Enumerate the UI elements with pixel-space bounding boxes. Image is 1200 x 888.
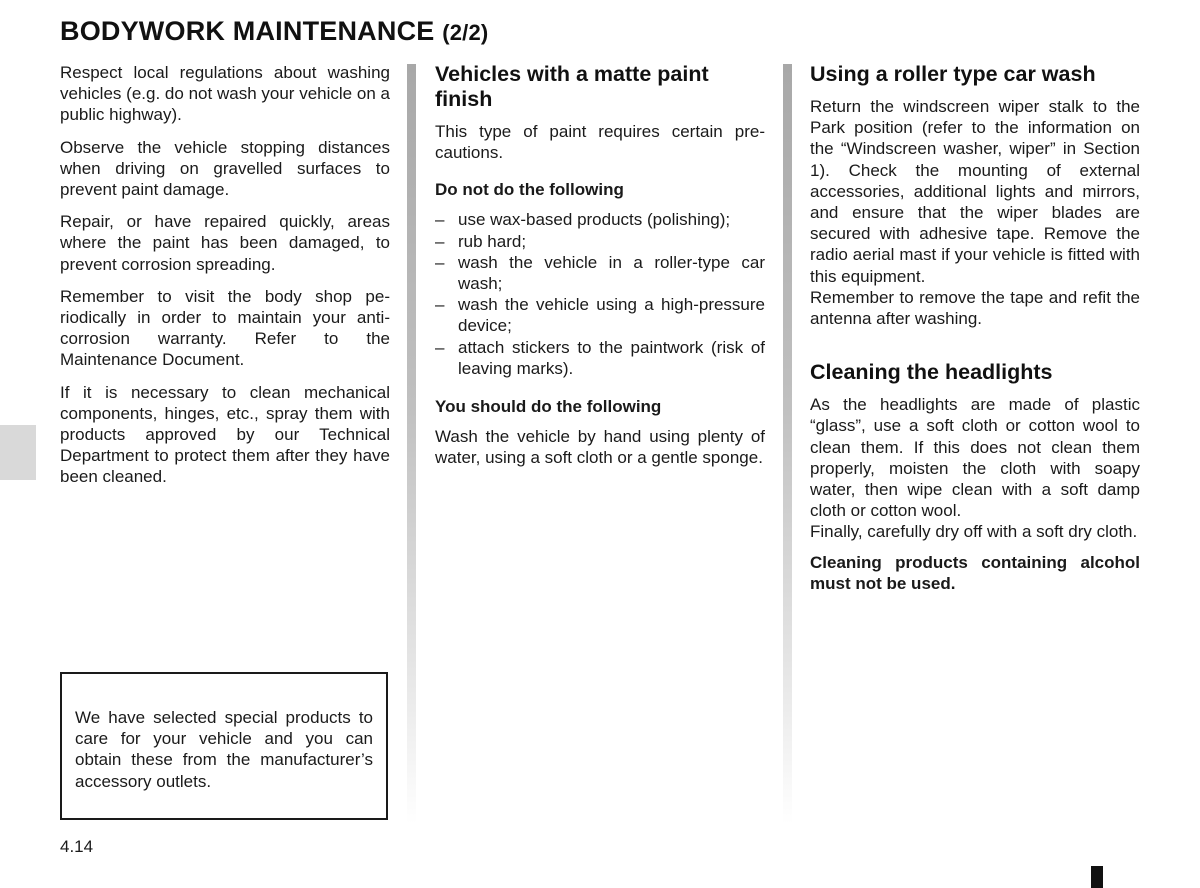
page-title-main: BODYWORK MAINTENANCE <box>60 16 435 46</box>
list-item <box>435 231 765 252</box>
roller-car-wash-instructions: Return the windscreen wiper stalk to the Park position (refer to the information on the “Windscreen washer, wiper” in Section 1). Check the mounting of external accessories, additional lights and mirrors, and ensure that the wiper blades are secured with adhesive tape. Remove the radio aerial mast if your vehicle is fitted with this equipment. <box>810 97 1140 286</box>
paragraph-washing-regulations: Respect local regulations about washing vehicles (e.g. do not wash your vehicle on a public highway). <box>60 63 390 125</box>
dash-marker: – <box>435 252 445 272</box>
dash-marker: – <box>435 210 445 230</box>
column-divider-right <box>783 64 792 824</box>
paragraph-mechanical-cleaning: If it is necessary to clean mechanical components, hinges, etc., spray them with products approved by our Technical Department to protect them after they have been cleaned. <box>60 382 390 487</box>
dash-marker: – <box>435 231 445 251</box>
accessory-note-box <box>60 672 388 820</box>
should-do-text: Wash the vehicle by hand using plenty of water, using a soft cloth or a gentle sponge. <box>435 427 765 468</box>
middle-column <box>435 62 765 477</box>
dash-marker: – <box>435 295 445 315</box>
should-do-heading: You should do the following <box>435 397 662 417</box>
section-side-tab <box>0 425 36 480</box>
do-not-list <box>435 209 765 379</box>
headlights-drying: Finally, carefully dry off with a soft dry cloth. <box>810 522 1138 542</box>
matte-paint-intro: This type of paint requires certain precautions. <box>435 122 765 163</box>
page-title-suffix: (2/2) <box>442 20 489 45</box>
list-item-text: use wax-based products (polishing); <box>458 210 731 230</box>
roller-car-wash-heading: Using a roller type car wash <box>810 62 1096 86</box>
page-number: 4.14 <box>60 837 94 856</box>
dash-marker: – <box>435 337 445 357</box>
right-column <box>810 62 1140 603</box>
list-item-text: wash the vehicle using a high-pressure device; <box>458 295 765 336</box>
list-item-text: wash the vehicle in a roller-type car wash; <box>458 252 765 294</box>
roller-car-wash-after: Remember to remove the tape and refit the antenna after washing. <box>810 287 1140 329</box>
paragraph-stopping-distances: Observe the vehicle stopping distances when driving on gravelled surfaces to prevent paint damage. <box>60 137 390 200</box>
list-item <box>435 294 765 336</box>
list-item <box>435 209 765 230</box>
list-item <box>435 337 765 379</box>
page-title <box>60 16 488 47</box>
page-corner-mark <box>1091 866 1103 888</box>
do-not-heading: Do not do the following <box>435 180 624 200</box>
matte-paint-heading: Vehicles with a matte paint finish <box>435 62 709 111</box>
list-item <box>435 252 765 294</box>
column-divider-left <box>407 64 416 824</box>
accessory-note-text: We have selected special products to care for your vehicle and you can obtain these from the manufacturer’s accessory outlets. <box>75 708 373 791</box>
list-item-text: attach stickers to the paintwork (risk of leaving marks). <box>458 337 765 378</box>
left-column <box>60 62 390 497</box>
roller-car-wash-text <box>810 96 1140 329</box>
headlights-cleaning: As the headlights are made of plastic “glass”, use a soft cloth or cotton wool to clean them. If this does not clean them properly, moisten the cloth with soapy water, then wipe clean with a soft damp cloth or cotton wool. <box>810 395 1140 521</box>
list-item-text: rub hard; <box>458 231 527 251</box>
headlights-text <box>810 394 1140 542</box>
alcohol-warning: Cleaning products containing alcohol must not be used. <box>810 552 1140 593</box>
paragraph-body-shop: Remember to visit the body shop periodically in order to maintain your anti-corrosion warranty. Refer to the Maintenance Document. <box>60 286 390 370</box>
paragraph-paint-repair: Repair, or have repaired quickly, areas where the paint has been damaged, to prevent corrosion spreading. <box>60 212 390 274</box>
headlights-heading: Cleaning the headlights <box>810 360 1053 385</box>
